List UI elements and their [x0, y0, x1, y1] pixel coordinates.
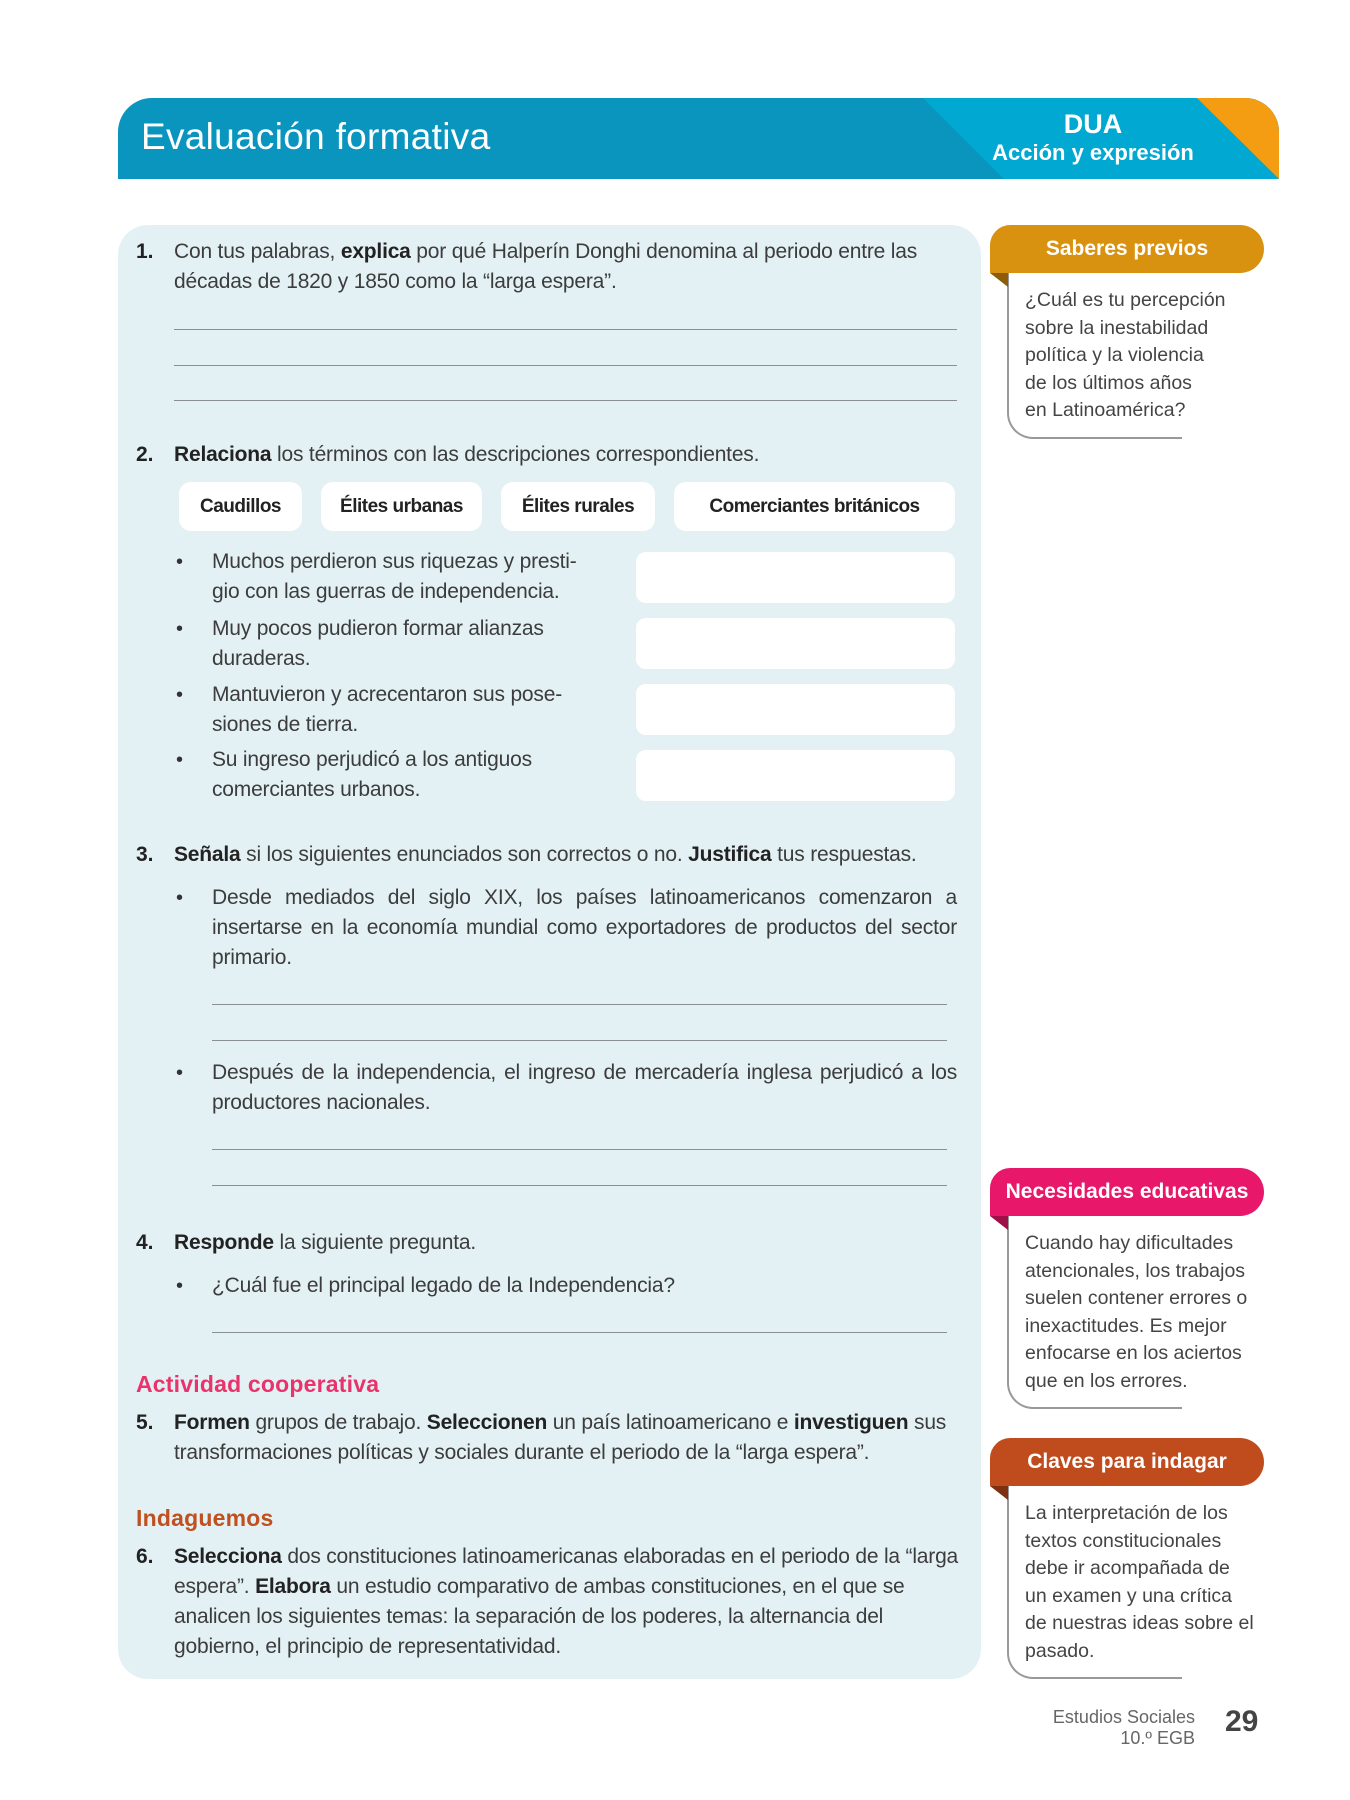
sidebar-title: Saberes previos: [990, 225, 1264, 273]
match-description: Mantuvieron y acrecentaron sus pose- siones de tierra.: [212, 683, 562, 736]
answer-line[interactable]: [174, 365, 957, 366]
question-4-text: Responde la siguiente pregunta.: [174, 1231, 476, 1254]
match-answer-box[interactable]: [636, 684, 955, 735]
question-text: ¿Cuál fue el principal legado de la Independencia?: [212, 1274, 675, 1297]
sidebar-body: La interpretación de los textos constitucionales debe ir acompañada de un examen y una crítica de nuestras ideas sobre el pasado.: [1007, 1486, 1182, 1679]
answer-line[interactable]: [174, 329, 957, 330]
answer-line[interactable]: [212, 1004, 947, 1005]
page-title: Evaluación formativa: [141, 116, 491, 157]
answer-line[interactable]: [212, 1149, 947, 1150]
question-number: 6.: [136, 1545, 154, 1568]
question-number: 2.: [136, 443, 154, 466]
term-chip[interactable]: Élites urbanas: [321, 482, 482, 531]
section-title-cooperativa: Actividad cooperativa: [136, 1371, 380, 1397]
page-number: 29: [1225, 1705, 1259, 1738]
match-description: Muchos perdieron sus riquezas y presti- gio con las guerras de independencia.: [212, 550, 577, 603]
answer-line[interactable]: [212, 1185, 947, 1186]
term-chip[interactable]: Élites rurales: [501, 482, 655, 531]
question-number: 3.: [136, 843, 154, 866]
bullet-icon: •: [176, 551, 184, 573]
answer-line[interactable]: [174, 400, 957, 401]
sidebar-necesidades-educativas: [990, 1168, 1264, 1409]
statement-text: Después de la independencia, el ingreso de mercadería inglesa perjudicó a los productores nacionales.: [212, 1061, 957, 1114]
sidebar-saberes-previos: [990, 225, 1264, 439]
fold-decoration: [990, 1216, 1008, 1230]
bullet-icon: •: [176, 618, 184, 640]
question-number: 4.: [136, 1231, 154, 1254]
match-description: Su ingreso perjudicó a los antiguos comerciantes urbanos.: [212, 748, 532, 801]
sidebar-body: Cuando hay dificultades atencionales, los trabajos suelen contener errores o inexactitudes. Es mejor enfocarse en los aciertos que en los errores.: [1007, 1216, 1182, 1409]
question-number: 1.: [136, 240, 154, 263]
dua-label: [978, 108, 1208, 166]
sidebar-title: Claves para indagar: [990, 1438, 1264, 1486]
fold-decoration: [990, 1486, 1008, 1500]
dua-title: DUA: [1063, 109, 1123, 139]
bullet-icon: •: [176, 684, 184, 706]
sidebar-title: Necesidades educativas: [990, 1168, 1264, 1216]
bullet-icon: •: [176, 1062, 184, 1084]
question-5-text: Formen grupos de trabajo. Seleccionen un país latinoamericano e investiguen sus transformaciones políticas y sociales durante el periodo de la “larga espera”.: [174, 1411, 947, 1464]
statement-text: Desde mediados del siglo XIX, los países latinoamericanos comenzaron a insertarse en la economía mundial como exportadores de productos del sector primario.: [212, 886, 957, 969]
bullet-icon: •: [176, 887, 184, 909]
question-3-text: Señala si los siguientes enunciados son correctos o no. Justifica tus respuestas.: [174, 843, 917, 866]
fold-decoration: [990, 273, 1008, 287]
question-number: 5.: [136, 1411, 154, 1434]
term-chip[interactable]: Caudillos: [179, 482, 302, 531]
match-answer-box[interactable]: [636, 618, 955, 669]
answer-line[interactable]: [212, 1040, 947, 1041]
question-1-text: Con tus palabras, explica por qué Halperín Donghi denomina al periodo entre las décadas de 1820 y 1850 como la “larga espera”.: [174, 240, 918, 293]
question-6-text: Selecciona dos constituciones latinoamericanas elaboradas en el periodo de la “larga espera”. Elabora un estudio comparativo de ambas constituciones, en el que se analicen los siguientes temas: la separación de los poderes, la alternancia del gobierno, el principio de representatividad.: [174, 1545, 959, 1658]
bullet-icon: •: [176, 749, 184, 771]
answer-line[interactable]: [212, 1332, 947, 1333]
footer-subject: Estudios Sociales 10.º EGB: [1052, 1707, 1195, 1748]
question-2-text: Relaciona los términos con las descripciones correspondientes.: [174, 443, 760, 466]
match-description: Muy pocos pudieron formar alianzas duraderas.: [212, 617, 544, 670]
match-answer-box[interactable]: [636, 552, 955, 603]
bullet-icon: •: [176, 1275, 184, 1297]
dua-subtitle: Acción y expresión: [992, 140, 1194, 165]
sidebar-claves-para-indagar: [990, 1438, 1264, 1679]
section-title-indaguemos: Indaguemos: [136, 1505, 274, 1531]
sidebar-body: ¿Cuál es tu percepción sobre la inestabilidad política y la violencia de los últimos años en Latinoamérica?: [1007, 273, 1182, 439]
page-header: [118, 98, 1279, 179]
match-answer-box[interactable]: [636, 750, 955, 801]
term-chip[interactable]: Comerciantes británicos: [674, 482, 955, 531]
